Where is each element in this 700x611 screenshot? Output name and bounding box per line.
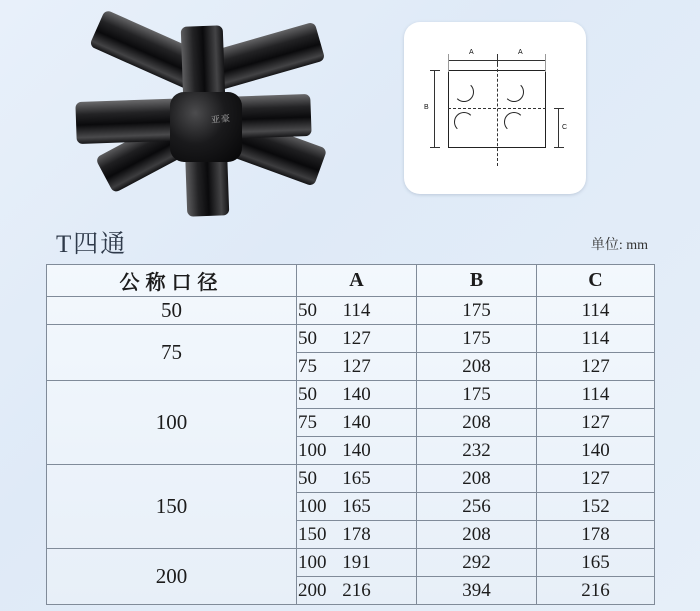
cell-a: 140 bbox=[297, 381, 417, 409]
pipe-arm-top-right bbox=[209, 22, 326, 91]
cell-c: 114 bbox=[537, 325, 655, 353]
unit-note: 单位: mm bbox=[590, 238, 648, 253]
drawing-centerline-vertical bbox=[497, 54, 498, 166]
spec-table bbox=[46, 264, 655, 605]
header-b: B bbox=[417, 265, 537, 297]
cell-b: 208 bbox=[417, 353, 537, 381]
cell-b: 232 bbox=[417, 437, 537, 465]
table-row: 100 140 232 140 bbox=[47, 437, 655, 465]
dim-tick-b-bottom bbox=[430, 147, 440, 148]
title-row bbox=[0, 222, 700, 264]
cell-nominal-group: 200 bbox=[47, 549, 297, 605]
dim-line-c bbox=[558, 108, 559, 148]
cell-nominal-group: 75 bbox=[47, 325, 297, 381]
cell-nominal-group: 50 bbox=[47, 297, 297, 325]
cell-b: 208 bbox=[417, 521, 537, 549]
extension-line-left bbox=[448, 54, 449, 72]
cell-c: 165 bbox=[537, 549, 655, 577]
product-image-area bbox=[0, 0, 700, 222]
table-row: 200 100 191 292 165 bbox=[47, 549, 655, 577]
table-body bbox=[47, 297, 655, 605]
drawing-fillet-bottom-left bbox=[454, 112, 474, 132]
drawing-fillet-top-right bbox=[504, 82, 524, 102]
technical-drawing-card bbox=[404, 22, 586, 194]
dim-line-a-right bbox=[497, 60, 546, 61]
dim-line-a-left bbox=[448, 60, 497, 61]
cell-b: 175 bbox=[417, 381, 537, 409]
cell-c: 152 bbox=[537, 493, 655, 521]
cell-c: 114 bbox=[537, 381, 655, 409]
drawing-label-a-left: A bbox=[469, 49, 474, 56]
cell-a: 140 bbox=[297, 437, 417, 465]
dim-tick-b-top bbox=[430, 70, 440, 71]
cell-b: 292 bbox=[417, 549, 537, 577]
cell-a: 165 bbox=[297, 493, 417, 521]
cell-a: 191 bbox=[297, 549, 417, 577]
table-row: 100 165 256 152 bbox=[47, 493, 655, 521]
cell-b: 175 bbox=[417, 325, 537, 353]
table-head bbox=[47, 265, 655, 297]
cell-c: 127 bbox=[537, 353, 655, 381]
page-title: T四通 bbox=[56, 231, 128, 258]
cell-a: 140 bbox=[297, 409, 417, 437]
extension-line-right bbox=[545, 54, 546, 72]
cell-b: 208 bbox=[417, 465, 537, 493]
cell-c: 127 bbox=[537, 409, 655, 437]
table-row: 200 216 394 216 bbox=[47, 577, 655, 605]
cell-c: 178 bbox=[537, 521, 655, 549]
technical-drawing bbox=[424, 46, 570, 172]
cell-a: 178 bbox=[297, 521, 417, 549]
drawing-label-c: C bbox=[562, 124, 568, 131]
dim-line-b bbox=[434, 70, 435, 148]
table-header-row bbox=[47, 265, 655, 297]
cell-nominal-group: 150 bbox=[47, 465, 297, 549]
table-row: 150 50 165 208 127 bbox=[47, 465, 655, 493]
dim-tick-c-bottom bbox=[554, 147, 564, 148]
table-row: 150 178 208 178 bbox=[47, 521, 655, 549]
table-row: 75 127 208 127 bbox=[47, 353, 655, 381]
cell-b: 256 bbox=[417, 493, 537, 521]
drawing-label-b: B bbox=[424, 104, 429, 111]
cell-c: 216 bbox=[537, 577, 655, 605]
brand-watermark: 亚豪 bbox=[210, 112, 232, 126]
drawing-fillet-top-left bbox=[454, 82, 474, 102]
header-a: A bbox=[297, 265, 417, 297]
cell-a: 165 bbox=[297, 465, 417, 493]
cast-iron-cross-fitting-photo bbox=[62, 10, 322, 215]
drawing-fillet-bottom-right bbox=[504, 112, 524, 132]
dim-tick-a-mid bbox=[497, 56, 498, 65]
cell-c: 140 bbox=[537, 437, 655, 465]
cell-b: 208 bbox=[417, 409, 537, 437]
cell-a: 127 bbox=[297, 353, 417, 381]
table-row: 100 50 140 175 114 bbox=[47, 381, 655, 409]
cell-a: 216 bbox=[297, 577, 417, 605]
table-row: 50 50 114 175 114 bbox=[47, 297, 655, 325]
table-row: 75 140 208 127 bbox=[47, 409, 655, 437]
cell-c: 127 bbox=[537, 465, 655, 493]
cell-a: 114 bbox=[297, 297, 417, 325]
header-nominal-diameter: 公称口径 bbox=[47, 265, 297, 297]
cell-c: 114 bbox=[537, 297, 655, 325]
dim-tick-c-top bbox=[554, 108, 564, 109]
drawing-label-a-right: A bbox=[518, 49, 523, 56]
table-row: 75 50 127 175 114 bbox=[47, 325, 655, 353]
cell-a: 127 bbox=[297, 325, 417, 353]
cell-b: 175 bbox=[417, 297, 537, 325]
header-c: C bbox=[537, 265, 655, 297]
cell-b: 394 bbox=[417, 577, 537, 605]
cell-nominal-group: 100 bbox=[47, 381, 297, 465]
